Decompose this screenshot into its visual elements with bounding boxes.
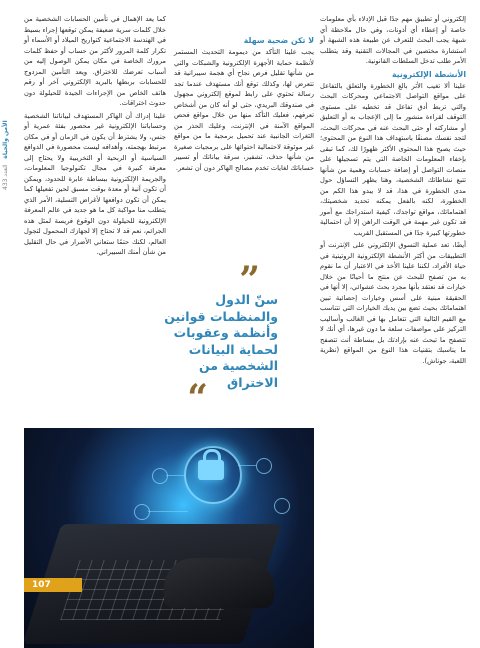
left-paragraph-1: كما يعد الإهمال في تأمين الحسابات الشخصية من خلال كلمات سرية ضعيفة يمكن توقعها إجراء بسيط في الهندسة الاجتماعية كتواريخ الميلاد أو الأسماء أو تكرار كلمة المرور لأكثر من حساب أو حفظ كلمات مرورك الخاصة في مكان يمكن الوصول إليه من أسباب تعرضك للاختراق. ويعد التأمين المزدوج للحسابات بربطها بالبريد الإلكتروني آخر أو رقم هاتف الخاص من الإجراءات الجيدة للحيلولة دون حدوث اختراقات. (24, 15, 166, 107)
middle-paragraph-1: يجب علينا التأكد من ديمومة التحديث المستمر لأنظمة حماية الأجهزة الإلكترونية والشبكات والتي من شأنها تقليل فرص نجاح أي هجمة سيبرانية قد تتعرض لها، وكذلك توقع أنك مستهدف عندما تجد رسالة تحتوي على رابط لموقع إلكتروني مجهول في صندوقك البريدي، حتى لو أنه كان من أشخاص تعرفهم، فعليك التأكد منها من خلال مواقع فحص المواقع الآمنة في الإنترنت، وعليك الحذر من الثغرات الجانبية عند تحميل برمجية ما من مواقع غير موثوقة لاحتمالية احتوائها على برمجيات صغيرة من شأنها حذف، تشفير، سرقة بياناتك أو تسيير حساباتك لغايات تخدم مصالح الهاكر دون أن تشعر. (174, 48, 314, 172)
heading-electronic-activities: الأنشطة الإلكترونية (391, 69, 466, 79)
network-node-icon (152, 468, 168, 484)
right-paragraph-1: إلكتروني أو تطبيق مهم جدًا قبل الإدلاء بأي معلومات خاصة أو إعطاء أي أذونات، وفي حال ملاحظة أي شبهة يجب البحث للتعرف عن طبيعة هذه الشبهة أو استشارة مختصين في المجالات التقنية وقد يتطلب الأمر طلب تدخل السلطات القانونية. (320, 15, 466, 65)
side-label-issue: العدد 433 (2, 164, 9, 190)
side-label-magazine: الأمن والحياة (2, 120, 9, 159)
network-line (148, 511, 188, 512)
quote-close-icon: “ (187, 377, 208, 419)
right-paragraph-2: علينا ألا تغيب الأثر بالغ الخطورة والتعلق بالتفاعل على مواقع التواصل الاجتماعي ومحركات البحث والتي تربط أدق تفاعل قد تخطيه على مستوى التوقف لقراءة منشور ما إلى الإعجاب به أو التعليق أو مشاركته أو حتى البحث عنه في محركات البحث، لتجد نفسك مصنفًا باستهداف هذا النوع من المحتوى؛ حيث يصبح هذا المحتوى الأكثر ظهورًا لك، كما تبقى بإخفاء المعلومات الخاصة التي يتم تسجيلها على منصات التواصل أو إضافة حسابات وهمية من شأنها تتبع نشاطاتك الشخصية، وهنا يظهر التساؤل حول مدى الخطورة في هذا، قد لا يبدو هذا الكم من الخطورة، لكنه بالفعل يمكنه تحديد شخصيتك، اهتماماتك، مواقع تواجدك، كيفية استدراجك مع أمور قد تكون غير مهمة في الوقت الراهن إلا أن احتمالية خطورتها كبيرة جدًا في المستقبل القريب (320, 81, 466, 237)
hands-illustration (164, 558, 274, 608)
network-node-icon (256, 458, 272, 474)
side-magazine-label (2, 120, 16, 220)
quote-open-icon: ” (239, 259, 260, 301)
page-number-badge: 107 (24, 578, 82, 592)
right-paragraph-3: أيضًا، تعد عملية التسوق الإلكتروني على الإنترنت أو التطبيقات من أكثر الأنشطة الإلكترونية الروتينية في حياة الأفراد، لكننا علينا الأخذ في الاعتبار أن ما نقوم به من تصفح للبحث عن منتج ما أحيانًا من خلال خيارات قد نعتقد بأنها مجرد بحث عشوائي، إلا أنها في الحقيقة مبنية على أسس وخيارات إحصائية تبين اهتماماتك بحيث تضع بين يديك الخيارات التي تتناسب مع القيم الثالية التي تتعامل بها في الغالب وأساليب التركيز على مواصفات سلعة ما دون غيرها، أي أنك لا تتصفح ما تبحث عنه بإرادتك بل ببساطة أنت تتصفح ما يناسبك بتقنيات هذا النوع من المواقع (نظرية اللعبة، جوناش). (320, 241, 466, 365)
heading-dont-be-easy-victim: لا تكن ضحية سهلة (243, 36, 314, 45)
network-line (238, 465, 256, 466)
left-column (24, 14, 166, 260)
right-column (320, 14, 466, 368)
pull-quote-text: سنّ الدول والمنظمات قوانين وأنظمة وعقوبات لحماية البيانات الشخصية من الاختراق (164, 292, 278, 390)
network-node-icon (134, 504, 150, 520)
padlock-icon (198, 460, 224, 480)
left-paragraph-2: علينا إدراك أن الهاكر المستهدف لبياناتنا الشخصية وحساباتنا الإلكترونية غير محصور بفئة عمرية أو جنس، ولا يشترط أن يكون في الزمان أو في مكان مرتبط بهجمته، وأهدافه ليست محصورة في الدوافع السياسية أو الربحية أو التخريبية ولا يحتاج إلى معرفة كبيرة في مجال تكنولوجيا المعلومات، والجريمة الإلكترونية ببساطة عابرة للحدود، ويمكن أن تكون آنية أو معدة بوقت مسبق لحين تفعيلها كما يمكن أن تكون دوافعها لأغراض التسلية، الأمر الذي يتطلب منا مواكبة كل ما هو جديد في عالم المعرفة الإلكترونية للحيلولة دون الوقوع فريسة لمثل هذه الجرائم، نعم قد لا تحتاج إلا لجهازك المحمول لتجول العالم، لكنك حتمًا ستعاني الأضرار في حال التقليل من شأن أمنك السيبراني. (24, 111, 166, 256)
middle-column (174, 34, 314, 175)
cyber-security-photo (24, 428, 314, 648)
pull-quote-block (162, 259, 278, 419)
network-node-icon (274, 498, 290, 514)
network-line (166, 475, 186, 476)
